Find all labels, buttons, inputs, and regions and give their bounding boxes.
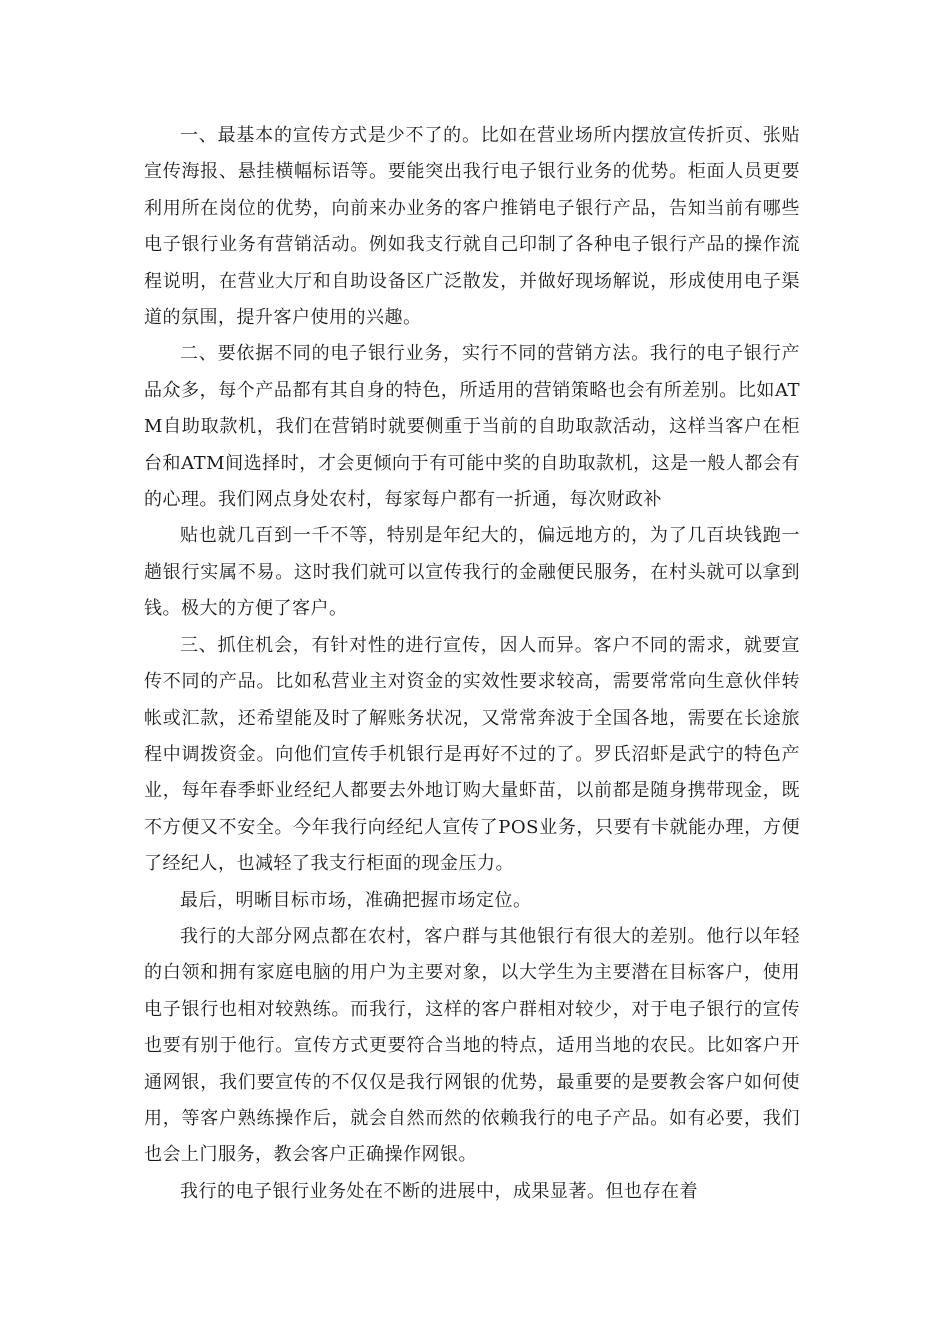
paragraph-progress: 我行的电子银行业务处在不断的进展中，成果显著。但也存在着 [180, 1180, 698, 1202]
paragraph-subsidy-continuation: 贴也就几百到一千不等，特别是年纪大的，偏远地方的，为了几百块钱跑一趟银行实属不易。这时我们就可以宣传我行的金融便民服务，在村头就可以拿到钱。极大的方便了客户。 [144, 525, 800, 620]
paragraph-different-methods: 二、要依据不同的电子银行业务，实行不同的营销方法。我行的电子银行产品众多，每个产品都有其自身的特色，所适用的营销策略也会有所差别。比如ATM自助取款机，我们在营销时就要侧重于当前的自助取款活动，这样当客户在柜台和ATM间选择时，才会更倾向于有可能中奖的自助取款机，这是一般人都会有的心理。我们网点身处农村，每家每户都有一折通，每次财政补 [144, 343, 800, 511]
paragraph-basic-promotion: 一、最基本的宣传方式是少不了的。比如在营业场所内摆放宣传折页、张贴宣传海报、悬挂横幅标语等。要能突出我行电子银行业务的优势。柜面人员更要利用所在岗位的优势，向前来办业务的客户推销电子银行产品，告知当前有哪些电子银行业务有营销活动。例如我支行就自己印制了各种电子银行产品的操作流程说明，在营业大厅和自助设备区广泛散发，并做好现场解说，形成使用电子渠道的氛围，提升客户使用的兴趣。 [144, 125, 800, 329]
paragraph-targeted-promotion: 三、抓住机会，有针对性的进行宣传，因人而异。客户不同的需求，就要宣传不同的产品。比如私营业主对资金的实效性要求较高，需要常常向生意伙伴转帐或汇款，还希望能及时了解账务状况，又常常奔波于全国各地，需要在长途旅程中调拨资金。向他们宣传手机银行是再好不过的了。罗氏沼虾是武宁的特色产业，每年春季虾业经纪人都要去外地订购大量虾苗，以前都是随身携带现金，既不方便又不安全。今年我行向经纪人宣传了POS业务，只要有卡就能办理，方便了经纪人，也减轻了我支行柜面的现金压力。 [144, 634, 800, 875]
document-body [144, 118, 800, 1210]
paragraph-target-market: 最后，明晰目标市场，准确把握市场定位。 [180, 889, 532, 911]
paragraph-rural-customers: 我行的大部分网点都在农村，客户群与其他银行有很大的差别。他行以年轻的白领和拥有家庭电脑的用户为主要对象，以大学生为主要潜在目标客户，使用电子银行也相对较熟练。而我行，这样的客户群相对较少，对于电子银行的宣传也要有别于他行。宣传方式更要符合当地的特点，适用当地的农民。比如客户开通网银，我们要宣传的不仅仅是我行网银的优势，最重要的是要教会客户如何使用，等客户熟练操作后，就会自然而然的依赖我行的电子产品。如有必要，我们也会上门服务，教会客户正确操作网银。 [144, 925, 800, 1166]
